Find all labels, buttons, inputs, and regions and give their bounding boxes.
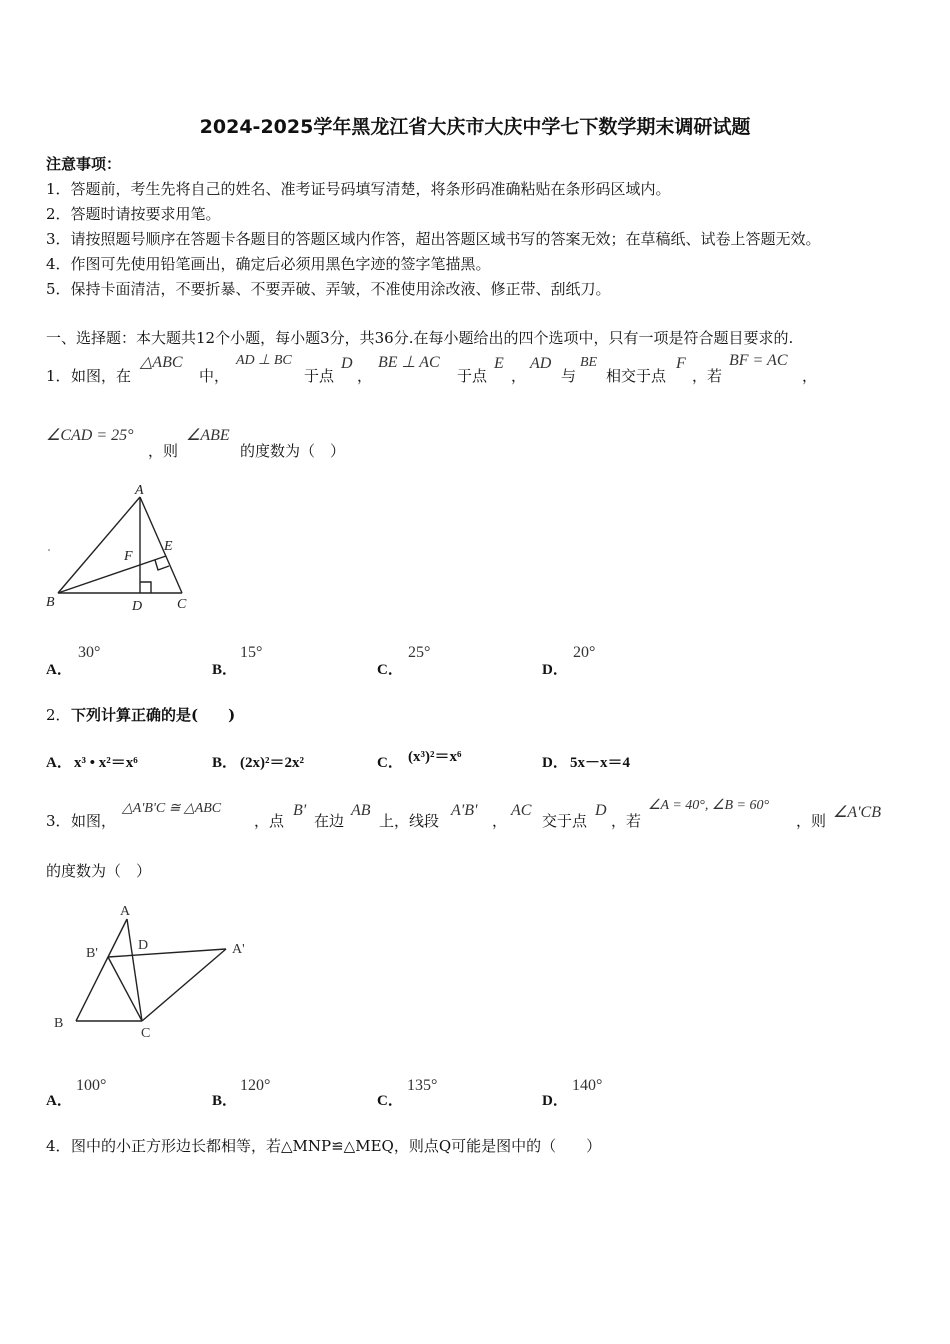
q2-option-a-letter: A． bbox=[46, 755, 72, 771]
label-A-prime: A' bbox=[232, 942, 245, 957]
q1-math: BE ⊥ AC bbox=[378, 354, 440, 371]
q1-math: ∠ABE bbox=[186, 427, 230, 444]
q3-option-b-letter: B． bbox=[212, 1093, 238, 1109]
q3-math: A'B' bbox=[451, 802, 478, 819]
q1-text: ，若 bbox=[692, 367, 723, 385]
q2-option-c-letter: C． bbox=[377, 755, 403, 771]
q1-option-a-value: 30° bbox=[78, 644, 101, 661]
label-A: A bbox=[135, 483, 144, 498]
q1-math: AD bbox=[530, 355, 552, 372]
section-heading: 一、选择题：本大题共12个小题，每小题3分，共36分.在每小题给出的四个选项中，只有一项是符合题目要求的. bbox=[46, 329, 794, 347]
q3-text: 上，线段 bbox=[379, 812, 440, 830]
stray-dot bbox=[48, 549, 50, 551]
q1-math: △ABC bbox=[140, 354, 183, 371]
q1-text: ， bbox=[511, 367, 527, 385]
q3-option-a-letter: A． bbox=[46, 1093, 72, 1109]
q1-option-b-letter: B． bbox=[212, 662, 238, 678]
q1-text: ，则 bbox=[148, 442, 179, 460]
notice-item: 4．作图可先使用铅笔画出，确定后必须用黑色字迹的签字笔描黑。 bbox=[46, 255, 491, 273]
q3-option-d-value: 140° bbox=[572, 1077, 603, 1094]
q3-number: 3． bbox=[46, 812, 71, 830]
q3-math: AB bbox=[351, 802, 371, 819]
page-title: 2024-2025学年黑龙江省大庆市大庆中学七下数学期末调研试题 bbox=[199, 116, 751, 138]
label-B: B bbox=[46, 595, 55, 610]
q1-option-c-letter: C． bbox=[377, 662, 403, 678]
q2-option-d-value: 5x－x＝4 bbox=[570, 755, 631, 771]
q1-text: 于点 bbox=[304, 367, 335, 385]
q1-math: F bbox=[676, 355, 686, 372]
q4-number: 4． bbox=[46, 1137, 71, 1155]
q1-text: 中， bbox=[199, 367, 230, 385]
q1-text: 如图，在 bbox=[71, 367, 132, 385]
label-C: C bbox=[177, 597, 187, 612]
q1-text: ， bbox=[802, 367, 818, 385]
notice-heading: 注意事项： bbox=[46, 155, 122, 173]
label-E: E bbox=[164, 539, 173, 554]
notice-item: 1．答题前，考生先将自己的姓名、准考证号码填写清楚，将条形码准确粘贴在条形码区域内。 bbox=[46, 180, 671, 198]
q3-text: 交于点 bbox=[542, 812, 588, 830]
q3-math: ∠A = 40°, ∠B = 60° bbox=[648, 798, 770, 813]
q3-option-d-letter: D． bbox=[542, 1093, 568, 1109]
q1-option-b-value: 15° bbox=[240, 644, 263, 661]
q1-option-d-letter: D． bbox=[542, 662, 568, 678]
q1-math: ∠CAD = 25° bbox=[46, 427, 134, 444]
q3-text: 在边 bbox=[314, 812, 345, 830]
q2-text: 下列计算正确的是( ) bbox=[71, 706, 236, 724]
label-A: A bbox=[120, 904, 131, 919]
q1-number: 1． bbox=[46, 367, 71, 385]
q3-math: ∠A'CB bbox=[833, 804, 881, 821]
q2-option-a-value: x³ • x²＝x⁶ bbox=[74, 755, 138, 771]
q1-option-a-letter: A． bbox=[46, 662, 72, 678]
q3-text: ，若 bbox=[611, 812, 642, 830]
q1-option-c-value: 25° bbox=[408, 644, 431, 661]
q1-triangle-figure bbox=[40, 478, 200, 618]
notice-item: 2．答题时请按要求用笔。 bbox=[46, 205, 221, 223]
label-D: D bbox=[132, 599, 143, 614]
q2-option-c-value: (x³)²＝x⁶ bbox=[408, 749, 462, 765]
q3-math: B' bbox=[293, 802, 307, 819]
q3-option-c-value: 135° bbox=[407, 1077, 438, 1094]
q2-option-d-letter: D． bbox=[542, 755, 568, 771]
q1-text: ， bbox=[357, 367, 373, 385]
q3-text: 的度数为（ ） bbox=[46, 862, 152, 880]
q1-math: BE bbox=[580, 355, 598, 370]
q3-text: ，点 bbox=[254, 812, 285, 830]
q1-math: BF = AC bbox=[729, 352, 788, 369]
q2-option-b-value: (2x)²＝2x² bbox=[240, 755, 304, 771]
q1-math: E bbox=[494, 355, 504, 372]
q3-text: 如图， bbox=[71, 812, 117, 830]
q3-triangle-figure bbox=[46, 895, 266, 1045]
q1-text: 与 bbox=[561, 367, 577, 385]
label-B: B bbox=[54, 1016, 64, 1031]
q3-option-b-value: 120° bbox=[240, 1077, 271, 1094]
label-B-prime: B' bbox=[86, 946, 98, 961]
label-F: F bbox=[124, 549, 133, 564]
q1-option-d-value: 20° bbox=[573, 644, 596, 661]
q3-option-c-letter: C． bbox=[377, 1093, 403, 1109]
q1-text: 于点 bbox=[457, 367, 488, 385]
q3-text: ， bbox=[492, 812, 508, 830]
q1-text: 的度数为（ ） bbox=[240, 442, 346, 460]
notice-item: 5．保持卡面清洁，不要折暴、不要弄破、弄皱，不准使用涂改液、修正带、刮纸刀。 bbox=[46, 280, 611, 298]
q1-text: 相交于点 bbox=[606, 367, 667, 385]
q3-math: △A'B'C ≅ △ABC bbox=[122, 801, 222, 816]
q3-math: AC bbox=[511, 802, 532, 819]
q3-math: D bbox=[595, 802, 607, 819]
label-D: D bbox=[138, 938, 149, 953]
q2-number: 2． bbox=[46, 706, 71, 724]
q4-text: 图中的小正方形边长都相等，若△MNP≌△MEQ，则点Q可能是图中的（ ） bbox=[71, 1137, 602, 1155]
label-C: C bbox=[141, 1026, 151, 1041]
q3-option-a-value: 100° bbox=[76, 1077, 107, 1094]
q1-math: D bbox=[341, 355, 353, 372]
q3-text: ，则 bbox=[796, 812, 827, 830]
q1-math: AD ⊥ BC bbox=[236, 353, 292, 368]
notice-item: 3．请按照题号顺序在答题卡各题目的答题区域内作答，超出答题区域书写的答案无效；在草稿纸、试卷上答题无效。 bbox=[46, 230, 821, 248]
q2-option-b-letter: B． bbox=[212, 755, 238, 771]
